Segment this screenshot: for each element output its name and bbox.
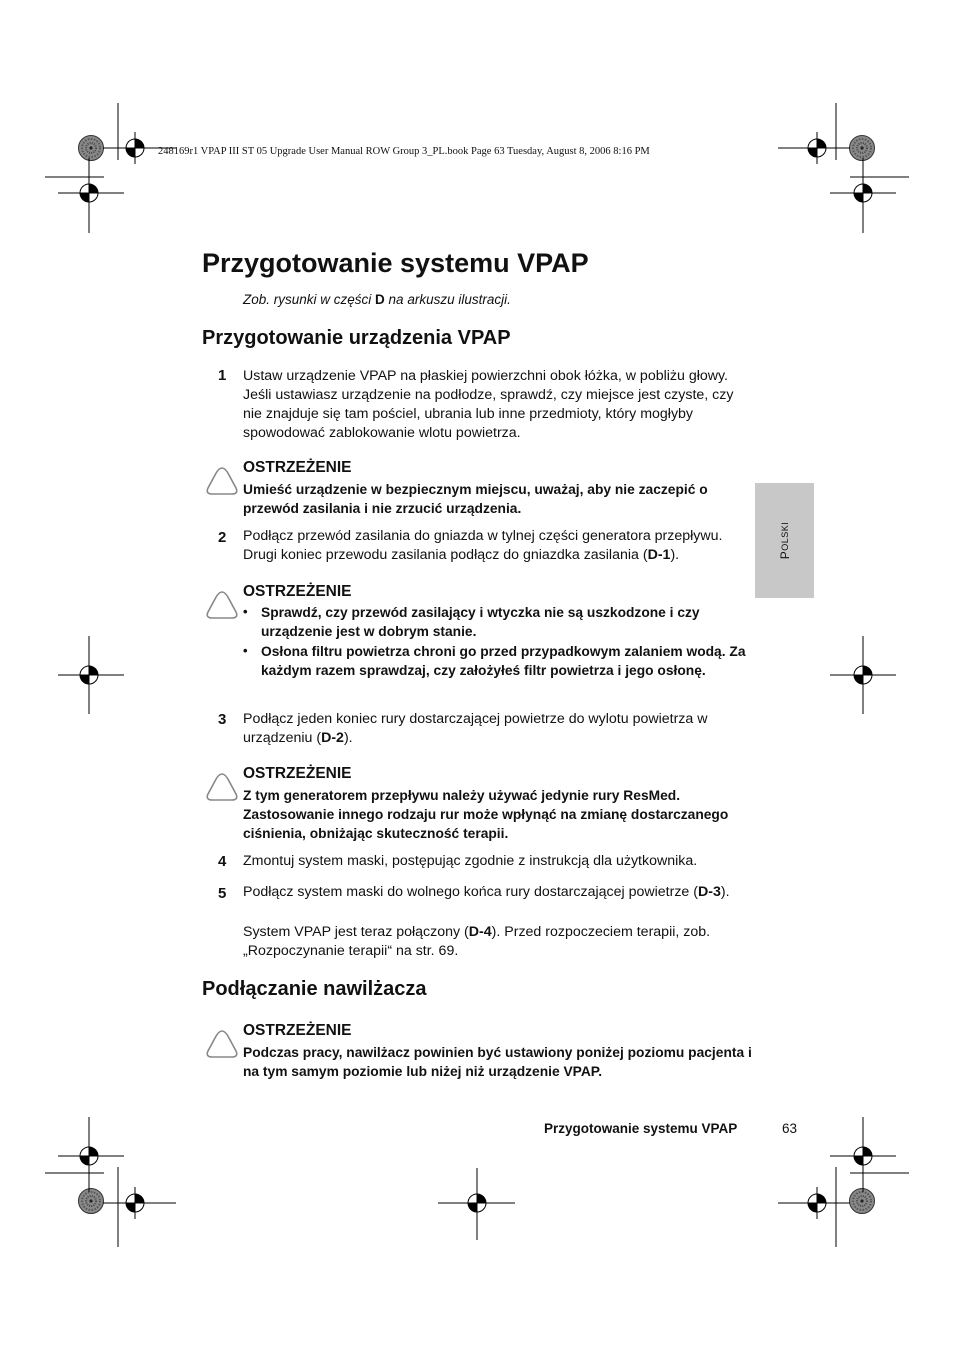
step-number: 4 — [218, 853, 227, 870]
step-text-main: Podłącz przewód zasilania do gniazda w tylnej części generatora przepływu. Drugi koniec przewodu zasilania podłącz do gniazdka zasilania ( — [243, 528, 723, 563]
step-text: Zmontuj system maski, postępując zgodnie z instrukcją dla użytkownika. — [243, 853, 698, 869]
warning-bullet-text: Osłona filtru powietrza chroni go przed przypadkowym zalaniem wodą. Za każdym razem sprawdzaj, czy założyłeś filtr powietrza i jego osłonę. — [261, 644, 746, 678]
intro-text: Zob. rysunki w części — [243, 292, 376, 307]
bullet: • — [243, 643, 248, 658]
language-tab-rest: OLSKI — [779, 521, 790, 551]
step-text-end: ). — [720, 884, 730, 900]
warning-icon — [205, 590, 239, 620]
intro-note — [243, 292, 511, 307]
step-number: 2 — [218, 529, 227, 546]
figure-ref: D-1 — [647, 547, 671, 563]
intro-text-end: na arkuszu ilustracji. — [384, 292, 511, 307]
warning-icon — [205, 772, 239, 802]
step-text-main: Podłącz jeden koniec rury dostarczającej powietrze do wylotu powietrza w urządzeniu ( — [243, 711, 708, 746]
warning-title: OSTRZEŻENIE — [243, 1022, 352, 1039]
intro-ref: D — [375, 292, 385, 307]
registration-star-icon — [79, 1189, 104, 1214]
step-text — [243, 710, 755, 748]
language-tab — [755, 483, 814, 598]
bullet: • — [243, 604, 248, 619]
language-tab-first: P — [777, 550, 792, 560]
step-note-main: System VPAP jest teraz połączony ( — [243, 924, 469, 940]
step-note-end: ). Przed rozpoczeciem terapii, zob. „Rozpoczynanie terapii“ na str. 69. — [243, 924, 711, 959]
step-text — [243, 527, 755, 565]
section-heading-humidifier: Podłączanie nawilżacza — [202, 978, 427, 1000]
page-title: Przygotowanie systemu VPAP — [202, 248, 589, 278]
figure-ref: D-3 — [697, 884, 721, 900]
page-number: 63 — [782, 1121, 798, 1136]
step-text: Ustaw urządzenie VPAP na płaskiej powierzchni obok łóżka, w pobliżu głowy. Jeśli ustawiasz urządzenie na podłodze, sprawdź, czy miejsce jest czyste, czy nie znajduje się tam pościel, ubrania lub inne przedmioty, który mogłyby spowodować zablokowanie wlotu powietrza. — [243, 368, 734, 441]
figure-ref: D-2 — [321, 730, 344, 746]
warning-icon — [205, 1029, 239, 1059]
figure-ref: D-4 — [468, 924, 492, 940]
footer-title: Przygotowanie systemu VPAP — [544, 1121, 738, 1136]
registration-star-icon — [850, 1189, 875, 1214]
section-heading-device: Przygotowanie urządzenia VPAP — [202, 327, 511, 349]
warning-title: OSTRZEŻENIE — [243, 459, 352, 476]
warning-bullet-text: Sprawdź, czy przewód zasilający i wtyczka nie są uszkodzone i czy urządzenie jest w dobrym stanie. — [261, 605, 700, 639]
step-text-main: Podłącz system maski do wolnego końca rury dostarczającej powietrze ( — [243, 884, 698, 900]
step-number: 1 — [218, 367, 227, 384]
step-text-end: ). — [343, 730, 353, 746]
print-header: 248169r1 VPAP III ST 05 Upgrade User Manual ROW Group 3_PL.book Page 63 Tuesday, August 8, 2006 8:16 PM — [158, 146, 650, 157]
registration-star-icon — [850, 136, 875, 161]
language-tab-label — [755, 483, 814, 598]
step-text — [243, 883, 755, 902]
step-number: 3 — [218, 711, 227, 728]
warning-text: Podczas pracy, nawilżacz powinien być ustawiony poniżej poziomu pacjenta i na tym samym poziomie lub niżej niż urządzenie VPAP. — [243, 1045, 752, 1079]
step-text-end: ). — [670, 547, 680, 563]
step-note — [243, 923, 755, 961]
warning-title: OSTRZEŻENIE — [243, 583, 352, 600]
step-number: 5 — [218, 885, 227, 902]
warning-text: Z tym generatorem przepływu należy używać jedynie rury ResMed. Zastosowanie innego rodzaju rur może wpłynąć na zmianę dostarczanego ciśnienia, obniżając skuteczność terapii. — [243, 788, 729, 841]
registration-star-icon — [79, 136, 104, 161]
warning-title: OSTRZEŻENIE — [243, 765, 352, 782]
warning-icon — [205, 466, 239, 496]
warning-text: Umieść urządzenie w bezpiecznym miejscu, uważaj, aby nie zaczepić o przewód zasilania i nie zrzucić urządzenia. — [243, 482, 708, 516]
